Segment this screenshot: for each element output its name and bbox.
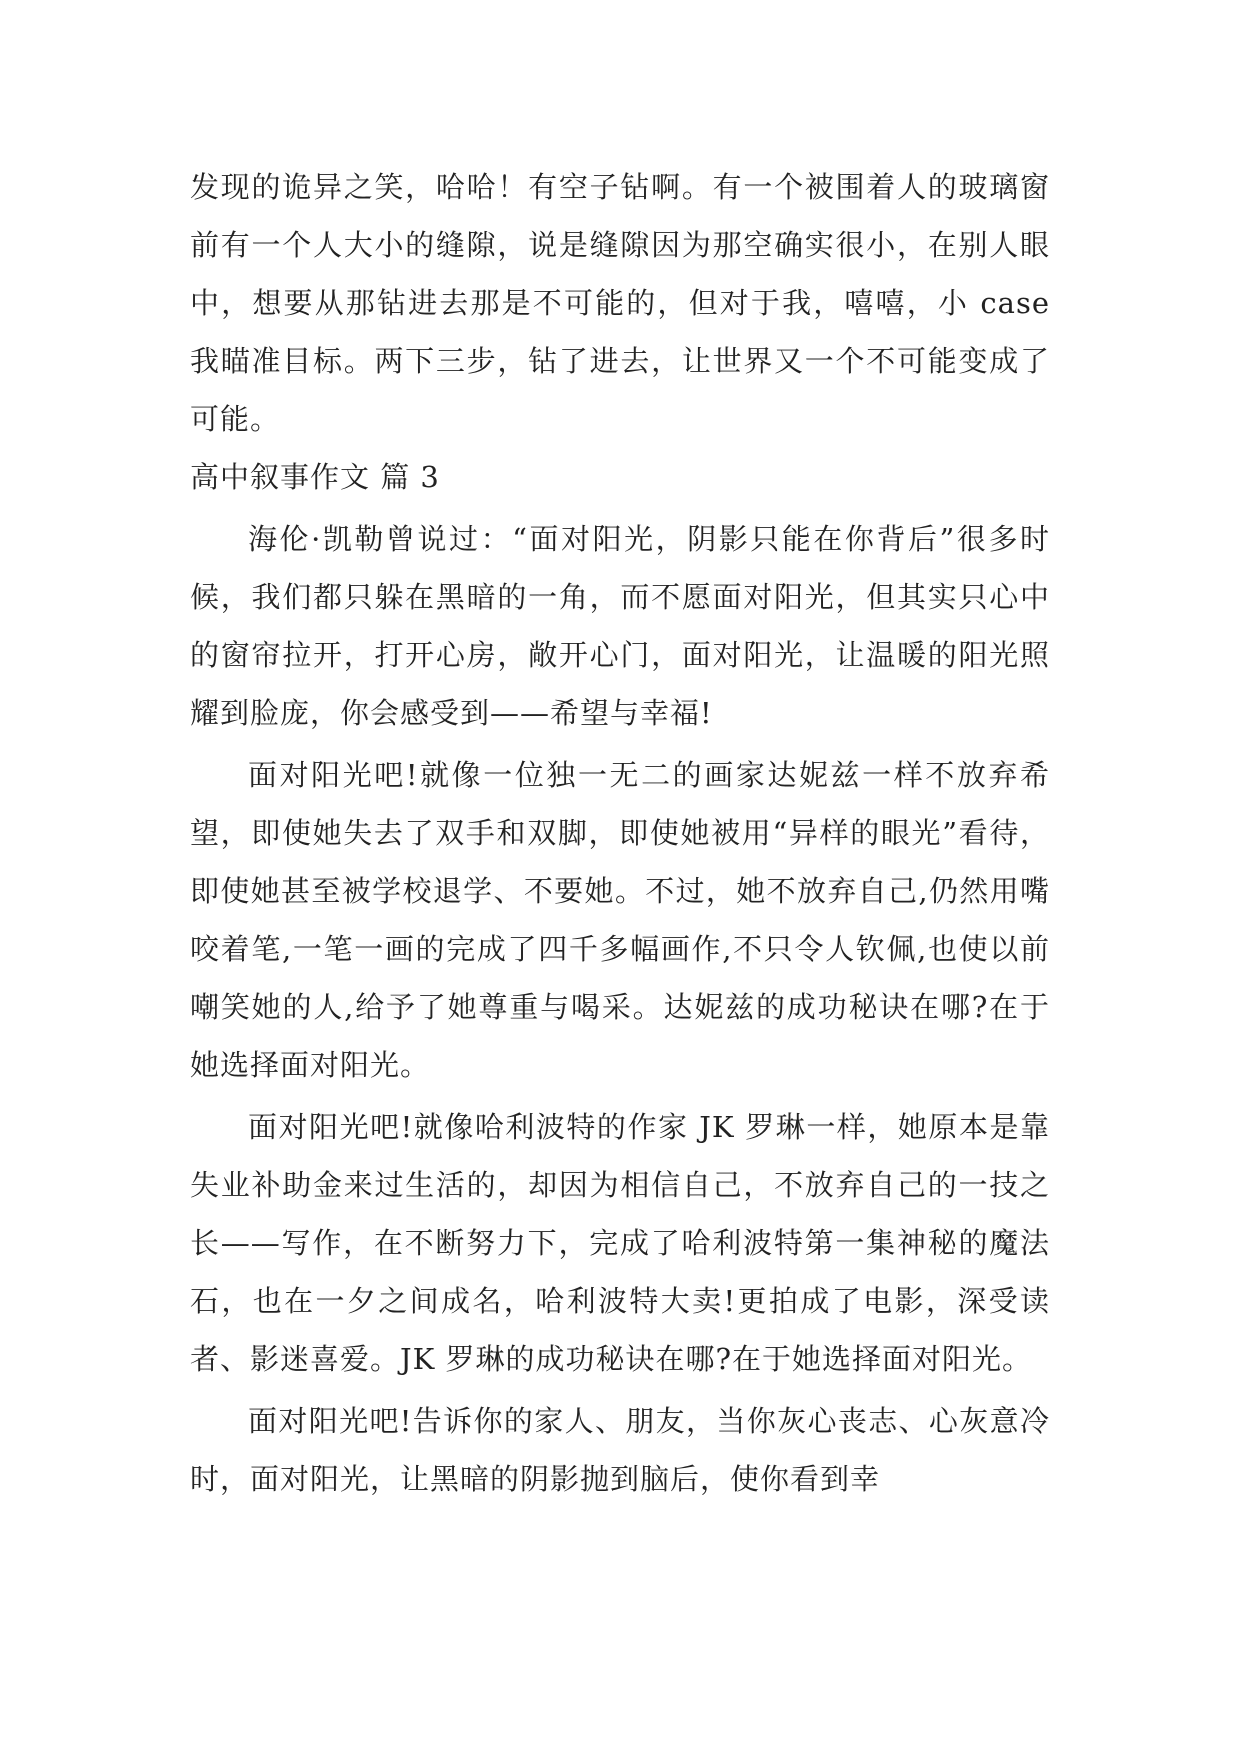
document-body xyxy=(190,158,1050,1508)
paragraph-continued: 发现的诡异之笑，哈哈！有空子钻啊。有一个被围着人的玻璃窗前有一个人大小的缝隙，说是缝隙因为那空确实很小，在别人眼中，想要从那钻进去那是不可能的，但对于我，嘻嘻，小 case 我瞄准目标。两下三步，钻了进去，让世界又一个不可能变成了可能。 xyxy=(190,170,1050,436)
paragraph-3: 面对阳光吧!就像哈利波特的作家 JK 罗琳一样，她原本是靠失业补助金来过生活的，却因为相信自己，不放弃自己的一技之长——写作，在不断努力下，完成了哈利波特第一集神秘的魔法石，也在一夕之间成名，哈利波特大卖!更拍成了电影，深受读者、影迷喜爱。JK 罗琳的成功秘诀在哪?在于她选择面对阳光。 xyxy=(190,1110,1050,1376)
paragraph-2: 面对阳光吧!就像一位独一无二的画家达妮兹一样不放弃希望，即使她失去了双手和双脚，即使她被用“异样的眼光”看待，即使她甚至被学校退学、不要她。不过，她不放弃自己,仍然用嘴咬着笔,一笔一画的完成了四千多幅画作,不只令人钦佩,也使以前嘲笑她的人,给予了她尊重与喝采。达妮兹的成功秘诀在哪?在于她选择面对阳光。 xyxy=(190,758,1050,1082)
section-title: 高中叙事作文 篇 3 xyxy=(190,460,440,494)
paragraph-1: 海伦·凯勒曾说过：“面对阳光，阴影只能在你背后”很多时候，我们都只躲在黑暗的一角，而不愿面对阳光，但其实只心中的窗帘拉开，打开心房，敞开心门，面对阳光，让温暖的阳光照耀到脸庞，你会感受到——希望与幸福! xyxy=(190,522,1050,730)
paragraph-4: 面对阳光吧!告诉你的家人、朋友，当你灰心丧志、心灰意冷时，面对阳光，让黑暗的阴影抛到脑后，使你看到幸 xyxy=(190,1404,1050,1496)
